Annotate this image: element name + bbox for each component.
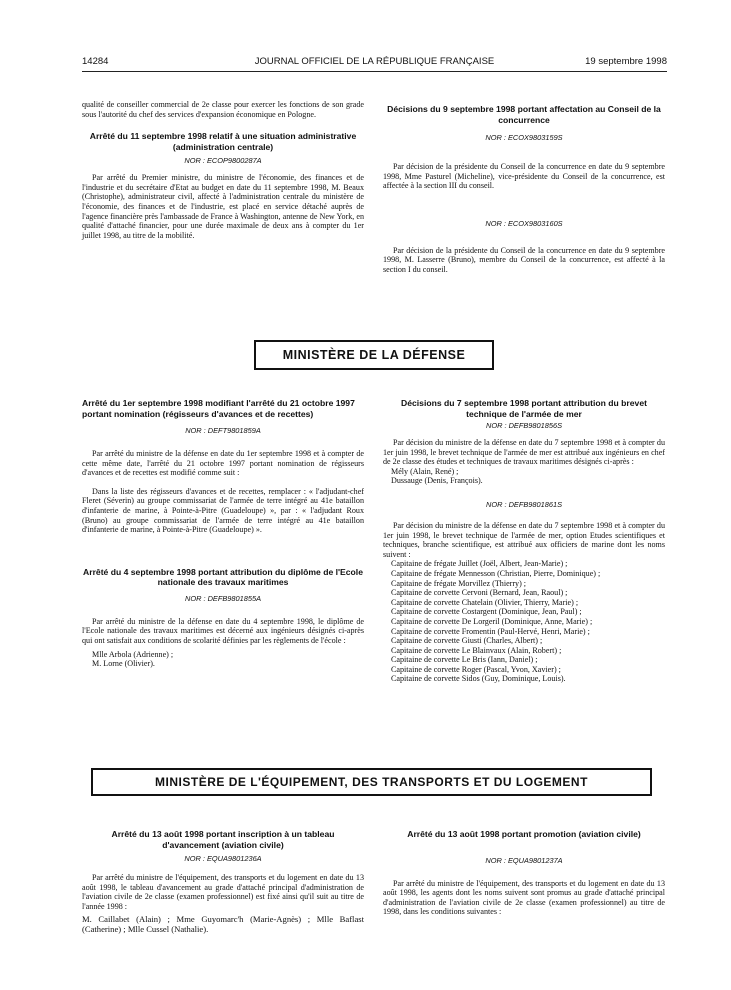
defense-right-column bbox=[383, 398, 665, 684]
journal-title: JOURNAL OFFICIEL DE LA RÉPUBLIQUE FRANÇAISE bbox=[254, 56, 495, 67]
decision-title: Décisions du 7 septembre 1998 portant attribution du brevet technique de l'armée de mer bbox=[401, 398, 647, 419]
list-item: Capitaine de corvette Sidos (Guy, Dominique, Louis). bbox=[391, 674, 566, 684]
arrete-body: Par arrêté du ministre de la défense en date du 4 septembre 1998, le diplôme de l'Ecole nationale des travaux maritimes est décerné aux ingénieurs désignés ci-après qui ont satisfait aux conditions de scolarité définies par les règlements de l'école : bbox=[82, 616, 364, 645]
list-item: Capitaine de corvette Roger (Pascal, Yvon, Xavier) ; bbox=[391, 664, 561, 674]
list-item: Capitaine de corvette Costargent (Dominique, Jean, Paul) ; bbox=[391, 607, 582, 617]
top-right-column bbox=[383, 104, 665, 275]
defense-left-column bbox=[82, 398, 364, 669]
nor-reference: NOR : DEFB9801861S bbox=[486, 499, 562, 509]
list-item: Capitaine de corvette Chatelain (Olivier, Thierry, Marie) ; bbox=[391, 597, 579, 607]
arrete-title: Arrêté du 13 août 1998 portant inscription à un tableau d'avancement (aviation civile) bbox=[111, 829, 335, 850]
arrete-body: Par arrêté du ministre de l'équipement, des transports et du logement en date du 13 août 1998, le tableau d'avancement au grade d'attaché principal d'administration de l'aviation civile de 2e classe (examen professionnel) est fixé ainsi qu'il suit au titre de l'année 1998 : bbox=[82, 873, 364, 911]
list-item: Mlle Arbola (Adrienne) ; bbox=[92, 649, 174, 659]
officer-list bbox=[383, 559, 665, 684]
nor-reference: NOR : ECOX9803160S bbox=[485, 218, 563, 228]
decision-body: Par décision du ministre de la défense en date du 7 septembre 1998 et à compter du 1er juin 1998, le brevet technique de l'armée de mer, option Etudes scientifiques et techniques, branche scientifique, est attribué aux officiers de marine dont les noms suivent : bbox=[383, 520, 665, 559]
arrete-body: Par arrêté du Premier ministre, du ministre de l'économie, des finances et de l'industrie et du secrétaire d'Etat au budget en date du 11 septembre 1998, M. Beaux (Christophe), administrateur civil, affecté à l'administration centrale du ministère de l'économie, des finances et de l'industrie, est placé en service détaché auprès de l'agence financière près l'ambassade de France à Washington, antenne de New York, en qualité d'attaché financier, pour une durée maximale de deux ans à compter du 1er juillet 1998, au titre de la mobilité. bbox=[82, 173, 364, 240]
decision-body: Par décision de la présidente du Conseil de la concurrence en date du 9 septembre 1998, Mme Pasturel (Micheline), vice-présidente du Conseil de la concurrence, est affectée à la section III du conseil. bbox=[383, 162, 665, 191]
list-item: Capitaine de corvette Cervoni (Bernard, Jean, Raoul) ; bbox=[391, 588, 568, 598]
nor-reference: NOR : ECOP9800287A bbox=[184, 156, 262, 166]
arrete-title: Arrêté du 1er septembre 1998 modifiant l'arrêté du 21 octobre 1997 portant nomination (régisseurs d'avances et de recettes) bbox=[82, 398, 355, 419]
issue-date: 19 septembre 1998 bbox=[585, 56, 667, 67]
list-item: Capitaine de corvette Giusti (Charles, Albert) ; bbox=[391, 636, 543, 646]
nor-reference: NOR : ECOX9803159S bbox=[485, 133, 563, 142]
arrete-body: Dans la liste des régisseurs d'avances et de recettes, remplacer : « l'adjudant-chef Fleret (Séverin) au groupe commissariat de l'armée de terre intégré au 41e bataillon d'infanterie de marine, à Pointe-à-Pitre (Guadeloupe) », par : « l'adjudant Roux (Bruno) au groupe commissariat de l'armée de terre intégré au 41e bataillon d'infanterie de marine, à Pointe-à-Pitre (Guadeloupe) ». bbox=[82, 486, 364, 535]
list-item: Mély (Alain, René) ; bbox=[391, 466, 459, 476]
list-item: Capitaine de frégate Mennesson (Christian, Pierre, Dominique) ; bbox=[391, 568, 601, 578]
decision-body: Par décision du ministre de la défense en date du 7 septembre 1998 et à compter du 1er juin 1998, le brevet technique de l'armée de mer est attribué aux ingénieurs en chef de 2e classe des études et techniques de travaux maritimes désignés ci-après : bbox=[383, 438, 665, 467]
nor-reference: NOR : DEFB9801856S bbox=[486, 421, 562, 430]
list-item: Capitaine de corvette Le Blainvaux (Alain, Robert) ; bbox=[391, 645, 562, 655]
nor-reference: NOR : EQUA9801236A bbox=[184, 854, 262, 863]
nor-reference: NOR : DEFT9801859A bbox=[185, 426, 261, 435]
arrete-body: Par arrêté du ministre de l'équipement, des transports et du logement en date du 13 août 1998, les agents dont les noms suivent sont promus au grade d'attaché principal d'administration de l'aviation civile de 2e classe (examen professionnel) au titre de 1998, dans les conditions suivantes : bbox=[383, 878, 665, 917]
list-item: Dussauge (Denis, François). bbox=[391, 476, 483, 486]
decision-body: Par décision de la présidente du Conseil de la concurrence en date du 9 septembre 1998, M. Lasserre (Bruno), membre du Conseil de la concurrence, est affecté à la section I du conseil. bbox=[383, 245, 665, 274]
header-rule bbox=[82, 71, 667, 72]
arrete-body: Par arrêté du ministre de la défense en date du 1er septembre 1998 et à compter de cette même date, l'arrêté du 21 octobre 1997 portant nomination de régisseurs d'avances et de recettes est modifié comme suit : bbox=[82, 449, 364, 478]
intro-paragraph: qualité de conseiller commercial de 2e classe pour exercer les fonctions de son grade sous l'autorité du chef des services d'expansion économique en Pologne. bbox=[82, 100, 364, 119]
list-item: Capitaine de corvette Fromentin (Paul-Hervé, Henri, Marie) ; bbox=[391, 626, 590, 636]
ministry-banner bbox=[254, 340, 494, 370]
list-item: Capitaine de corvette De Lorgeril (Dominique, Anne, Marie) ; bbox=[391, 616, 593, 626]
arrete-title: Arrêté du 11 septembre 1998 relatif à une situation administrative (administration centrale) bbox=[89, 131, 357, 152]
nor-reference: NOR : DEFB9801855A bbox=[185, 593, 261, 603]
list-item: M. Lorne (Olivier). bbox=[92, 659, 155, 669]
nor-reference: NOR : EQUA9801237A bbox=[485, 855, 563, 865]
list-item: Capitaine de corvette Le Bris (Iann, Daniel) ; bbox=[391, 655, 538, 665]
page-number: 14284 bbox=[82, 56, 109, 67]
list-item: Capitaine de frégate Morvillez (Thierry) ; bbox=[391, 578, 527, 588]
arrete-title: Arrêté du 4 septembre 1998 portant attribution du diplôme de l'Ecole nationale des travaux maritimes bbox=[83, 566, 363, 588]
ministry-name: MINISTÈRE DE LA DÉFENSE bbox=[282, 348, 466, 362]
ministry-name: MINISTÈRE DE L'ÉQUIPEMENT, DES TRANSPORTS ET DU LOGEMENT bbox=[155, 775, 588, 789]
top-left-column bbox=[82, 100, 364, 240]
page-header bbox=[82, 56, 667, 70]
arrete-title: Arrêté du 13 août 1998 portant promotion (aviation civile) bbox=[407, 829, 641, 839]
equipement-right-column bbox=[383, 829, 665, 917]
equipement-left-column bbox=[82, 829, 364, 934]
ministry-banner bbox=[91, 768, 652, 796]
names-list: M. Caillabet (Alain) ; Mme Guyomarc'h (Marie-Agnès) ; Mlle Baflast (Catherine) ; Mlle Cussel (Nathalie). bbox=[82, 914, 364, 935]
decision-title: Décisions du 9 septembre 1998 portant affectation au Conseil de la concurrence bbox=[387, 104, 661, 125]
list-item: Capitaine de frégate Juillet (Joël, Albert, Jean-Marie) ; bbox=[391, 559, 568, 569]
